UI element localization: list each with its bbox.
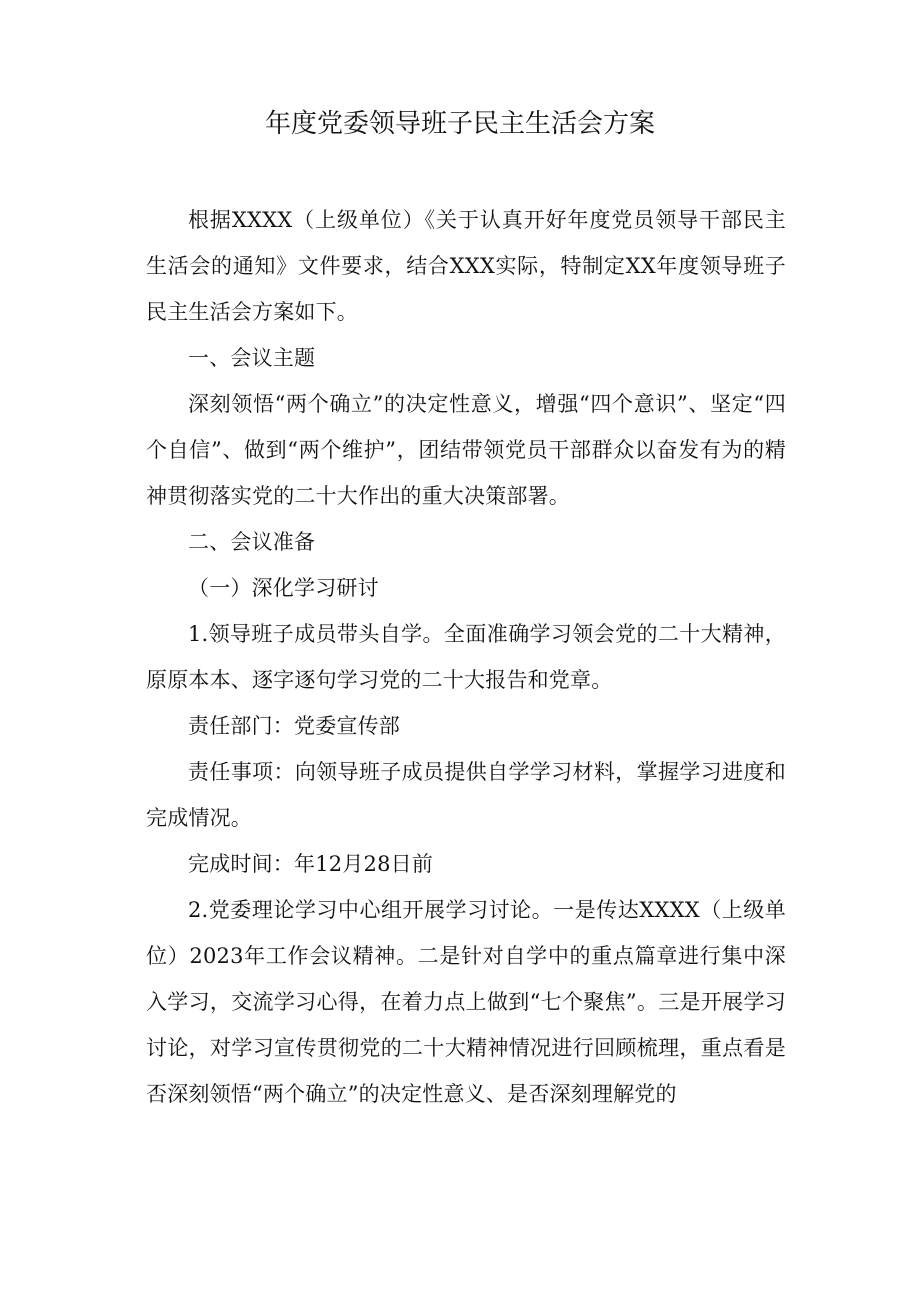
paragraph-responsible-items: 责任事项：向领导班子成员提供自学学习材料，掌握学习进度和完成情况。 — [146, 760, 786, 830]
paragraph-item-1: 1.领导班子成员带头自学。全面准确学习领会党的二十大精神，原原本本、逐字逐句学习党的二十大报告和党章。 — [146, 622, 786, 692]
paragraph-responsible-dept: 责任部门：党委宣传部 — [188, 714, 400, 738]
paragraph-item-2: 2.党委理论学习中心组开展学习讨论。一是传达XXXX（上级单位）2023年工作会议精神。二是针对自学中的重点篇章进行集中深入学习，交流学习心得，在着力点上做到“七个聚焦”。三是开展学习讨论，对学习宣传贯彻党的二十大精神情况进行回顾梳理，重点看是否深刻领悟“两个确立”的决定性意义、是否深刻理解党的 — [146, 898, 786, 1106]
section-heading-2: 二、会议准备 — [188, 530, 316, 554]
document-title: 年度党委领导班子民主生活会方案 — [264, 109, 655, 139]
paragraph-intro: 根据XXXX（上级单位）《关于认真开好年度党员领导干部民主生活会的通知》文件要求，结合XXX实际，特制定XX年度领导班子民主生活会方案如下。 — [146, 208, 786, 324]
paragraph-deadline: 完成时间：年12月28日前 — [188, 852, 434, 876]
subsection-heading-1: （一）深化学习研讨 — [188, 576, 379, 600]
paragraph-theme: 深刻领悟“两个确立”的决定性意义，增强“四个意识”、坚定“四个自信”、做到“两个维护”，团结带领党员干部群众以奋发有为的精神贯彻落实党的二十大作出的重大决策部署。 — [146, 392, 786, 508]
section-heading-1: 一、会议主题 — [188, 346, 316, 370]
document-body — [146, 197, 786, 1117]
